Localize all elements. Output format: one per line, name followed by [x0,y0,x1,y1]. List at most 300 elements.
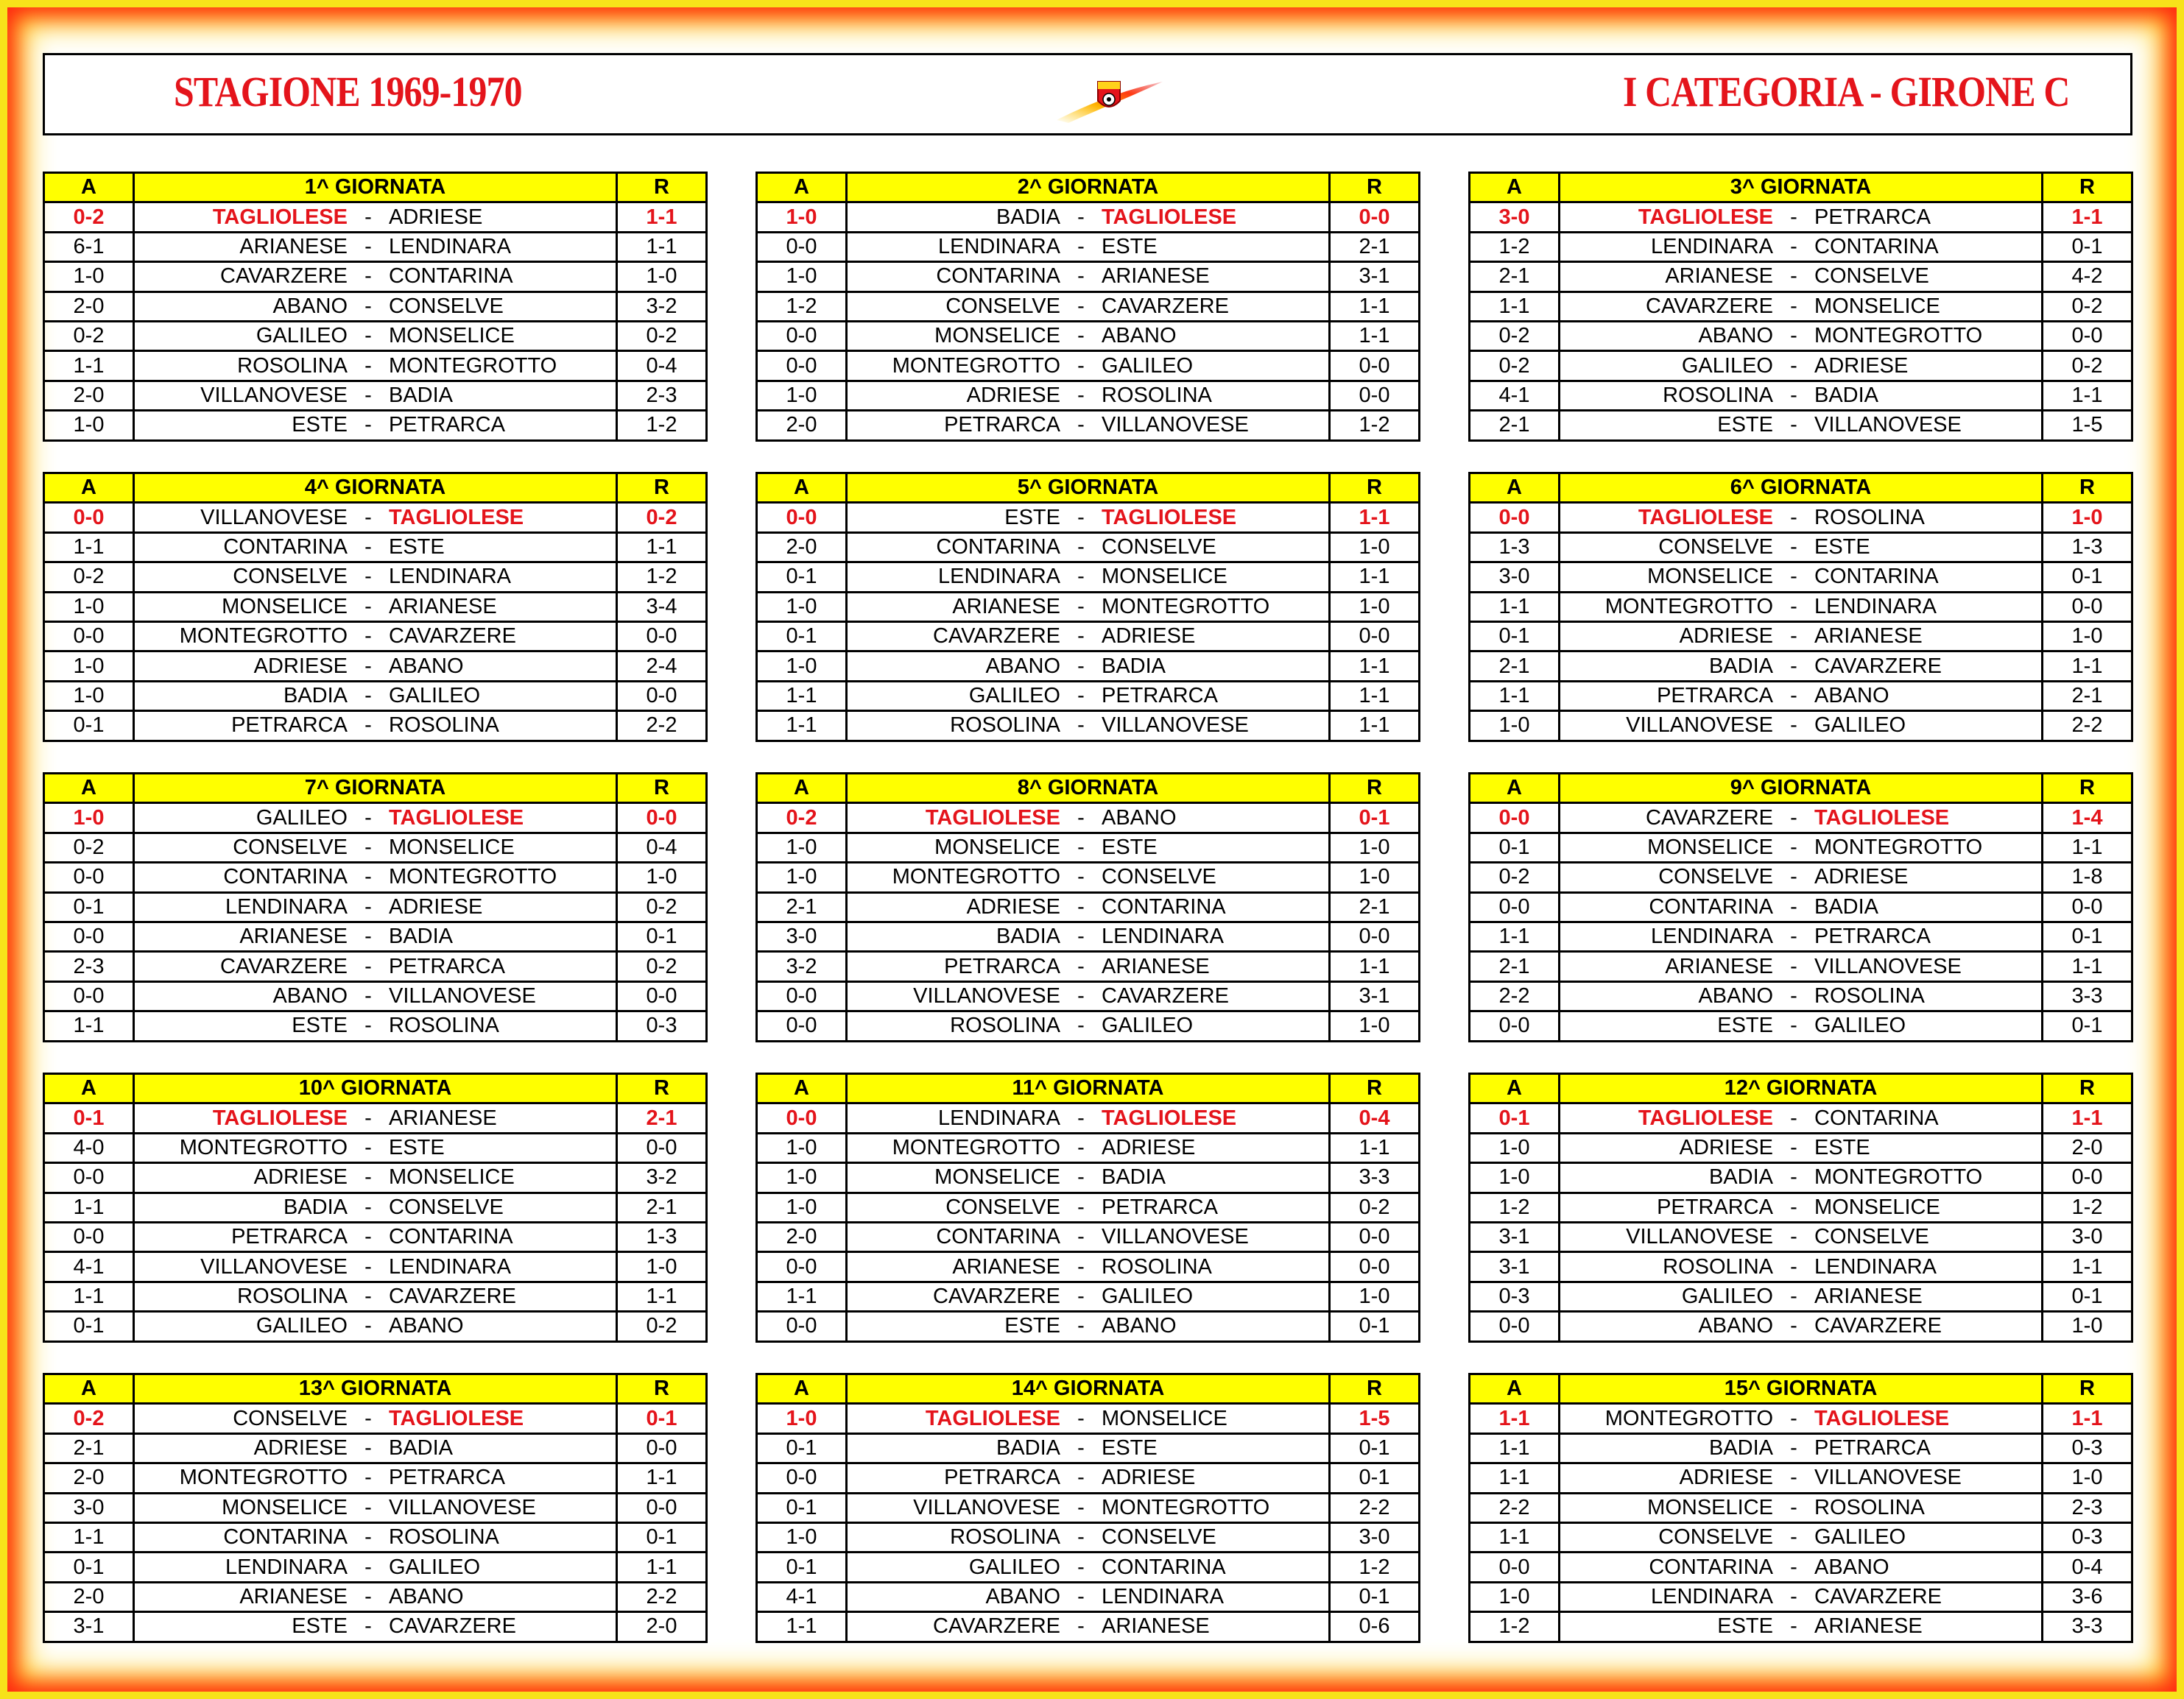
match-row [44,503,707,532]
away-team: CAVARZERE [1814,1584,1942,1608]
away-team: PETRARCA [1814,925,1931,949]
match-cell [847,321,1330,350]
away-team: TAGLIOLESE [1102,205,1237,229]
away-team: PETRARCA [389,1466,505,1490]
home-team: CAVARZERE [933,624,1060,649]
match-row [1470,863,2132,892]
away-team: ARIANESE [1814,1284,1923,1308]
match-cell [847,863,1330,892]
match-teams [135,1315,616,1337]
match-cell [134,621,617,651]
match-teams [848,656,1328,677]
match-separator: - [364,1135,372,1159]
ritorno-score: 1-0 [1330,1282,1420,1311]
match-teams [1560,1226,2041,1248]
ritorno-score: 0-2 [617,503,707,532]
ritorno-score: 3-1 [1330,262,1420,292]
home-team: ADRIESE [253,654,348,678]
home-team: LENDINARA [1651,925,1773,949]
away-team: BADIA [1814,894,1879,919]
match-cell [847,681,1330,710]
away-team: ESTE [389,1135,445,1159]
match-separator: - [1790,1466,1797,1490]
round-title: 11^ GIORNATA [847,1074,1330,1103]
match-cell [1560,952,2043,981]
away-team: ABANO [1102,1314,1177,1338]
andata-header: A [1470,173,1560,202]
away-team: ARIANESE [1102,954,1210,978]
match-cell [847,1404,1330,1433]
home-team: CONSELVE [233,565,348,589]
match-teams [848,596,1328,618]
match-separator: - [1077,234,1085,258]
away-team: MONSELICE [389,835,515,859]
ritorno-score: 3-3 [2043,981,2132,1011]
page-header [43,53,2132,135]
match-row [757,1612,1420,1642]
match-row [757,262,1420,292]
away-team: TAGLIOLESE [389,1406,524,1430]
ritorno-score: 0-0 [617,1433,707,1463]
andata-score: 0-1 [1470,833,1560,862]
match-separator: - [364,1106,372,1130]
match-separator: - [1077,1525,1085,1550]
andata-score: 3-0 [1470,562,1560,592]
match-row [44,863,707,892]
ritorno-score: 0-0 [617,1133,707,1162]
match-row [757,1011,1420,1041]
match-row [44,202,707,232]
match-separator: - [1790,205,1797,229]
away-team: ESTE [1814,534,1870,559]
match-separator: - [1077,1106,1085,1130]
andata-score: 3-0 [757,922,847,951]
away-team: CONTARINA [1814,1106,1939,1130]
match-separator: - [364,1254,372,1279]
match-teams [848,1467,1328,1488]
ritorno-score: 2-2 [617,711,707,741]
match-separator: - [1077,505,1085,529]
away-team: BADIA [389,925,454,949]
match-separator: - [364,894,372,919]
ritorno-score: 2-1 [1330,232,1420,261]
andata-score: 1-0 [44,262,134,292]
ritorno-score: 3-0 [1330,1522,1420,1552]
ritorno-score: 0-1 [1330,803,1420,833]
andata-score: 0-0 [757,503,847,532]
match-separator: - [1790,1406,1797,1430]
match-teams [848,926,1328,947]
match-separator: - [364,234,372,258]
match-separator: - [1790,505,1797,529]
andata-score: 0-1 [1470,621,1560,651]
match-cell [1560,1222,2043,1251]
ritorno-score: 2-1 [1330,892,1420,922]
match-teams [1560,837,2041,858]
ritorno-score: 3-2 [617,292,707,321]
andata-score: 2-1 [44,1433,134,1463]
away-team: ABANO [1102,805,1177,830]
ritorno-score: 1-1 [1330,681,1420,710]
ritorno-score: 3-3 [2043,1612,2132,1642]
ritorno-score: 0-4 [2043,1553,2132,1582]
match-teams [135,566,616,587]
match-separator: - [364,1495,372,1519]
andata-score: 1-2 [1470,1612,1560,1642]
ritorno-score: 0-0 [1330,1222,1420,1251]
home-team: ARIANESE [239,925,348,949]
match-separator: - [364,835,372,859]
home-team: ABANO [985,654,1060,678]
round-table [43,172,708,442]
andata-score: 1-1 [757,681,847,710]
match-cell [1560,321,2043,350]
match-cell [847,1252,1330,1282]
match-separator: - [1790,624,1797,649]
andata-score: 0-1 [44,1553,134,1582]
andata-score: 0-0 [757,321,847,350]
match-teams [135,656,616,677]
ritorno-score: 0-3 [617,1011,707,1041]
away-team: ARIANESE [1814,1614,1923,1639]
ritorno-score: 0-6 [1330,1612,1420,1642]
match-row [44,321,707,350]
match-separator: - [1077,1254,1085,1279]
away-team: GALILEO [1814,1525,1906,1550]
match-cell [134,1282,617,1311]
match-separator: - [1077,565,1085,589]
match-cell [134,321,617,350]
match-separator: - [1077,594,1085,618]
home-team: CONSELVE [945,294,1060,318]
match-cell [847,651,1330,681]
match-cell [1560,262,2043,292]
match-teams [135,1197,616,1218]
ritorno-score: 0-0 [2043,1163,2132,1193]
home-team: ADRIESE [966,894,1060,919]
match-cell [134,592,617,621]
match-cell [134,981,617,1011]
home-team: ABANO [272,983,348,1008]
away-team: CAVARZERE [389,1284,516,1308]
match-row [757,1193,1420,1222]
match-separator: - [1077,1584,1085,1608]
match-cell [134,1522,617,1552]
andata-score: 0-2 [44,562,134,592]
home-team: VILLANOVESE [200,1254,348,1279]
club-logo-icon [1054,68,1164,127]
match-separator: - [364,505,372,529]
match-teams [1560,1167,2041,1188]
andata-score: 1-1 [44,1522,134,1552]
match-row [1470,532,2132,562]
match-separator: - [1790,835,1797,859]
match-cell [134,1133,617,1162]
match-teams [1560,353,2041,378]
match-separator: - [1077,1225,1085,1249]
match-separator: - [364,954,372,978]
match-teams [848,207,1328,228]
home-team: CAVARZERE [1646,294,1773,318]
andata-score: 1-0 [757,1163,847,1193]
match-cell [847,262,1330,292]
ritorno-score: 1-0 [2043,1312,2132,1341]
round-title: 4^ GIORNATA [134,473,617,503]
match-cell [847,1312,1330,1341]
home-team: LENDINARA [938,1106,1060,1130]
andata-score: 1-0 [44,803,134,833]
andata-score: 1-0 [757,833,847,862]
match-separator: - [364,1525,372,1550]
ritorno-score: 1-1 [2043,202,2132,232]
match-teams [1560,1586,2041,1608]
match-teams [848,566,1328,587]
andata-score: 0-0 [44,503,134,532]
away-team: CONSELVE [1102,534,1216,559]
ritorno-score: 3-2 [617,1163,707,1193]
match-cell [134,202,617,232]
round-table [1468,1073,2133,1343]
match-row [1470,202,2132,232]
andata-score: 3-2 [757,952,847,981]
match-separator: - [1077,1466,1085,1490]
andata-score: 0-2 [44,833,134,862]
ritorno-score: 1-1 [617,1282,707,1311]
match-row [44,592,707,621]
match-separator: - [1790,865,1797,889]
andata-header: A [757,1374,847,1404]
andata-score: 0-3 [1470,1282,1560,1311]
home-team: MONSELICE [934,324,1060,348]
match-teams [1560,1315,2041,1337]
match-row [1470,321,2132,350]
match-separator: - [364,594,372,618]
away-team: VILLANOVESE [1102,713,1249,738]
home-team: PETRARCA [1657,683,1773,707]
home-team: ROSOLINA [950,1525,1060,1550]
home-team: GALILEO [256,324,348,348]
ritorno-score: 0-0 [617,803,707,833]
match-teams [1560,1408,2041,1430]
match-teams [1560,1108,2041,1129]
match-cell [1560,803,2043,833]
andata-score: 0-1 [757,1433,847,1463]
away-team: CONTARINA [1102,894,1226,919]
away-team: CONSELVE [1814,1225,1929,1249]
match-cell [134,651,617,681]
match-cell [134,532,617,562]
match-row [1470,833,2132,862]
andata-score: 0-0 [1470,503,1560,532]
match-separator: - [1790,234,1797,258]
away-team: CONTARINA [1814,234,1939,258]
andata-score: 0-2 [1470,863,1560,892]
match-cell [1560,1404,2043,1433]
match-teams [135,1467,616,1488]
ritorno-score: 0-0 [1330,922,1420,951]
andata-score: 1-0 [757,262,847,292]
match-separator: - [1077,805,1085,830]
home-team: CONTARINA [936,264,1060,289]
match-separator: - [364,983,372,1008]
home-team: TAGLIOLESE [925,805,1060,830]
away-team: MONTEGROTTO [389,353,557,378]
match-row [757,1522,1420,1552]
away-team: ROSOLINA [1102,1254,1212,1279]
match-teams [135,296,616,317]
andata-score: 0-1 [44,711,134,741]
home-team: CONSELVE [233,835,348,859]
ritorno-score: 1-1 [1330,562,1420,592]
away-team: VILLANOVESE [389,983,536,1008]
ritorno-score: 1-0 [1330,532,1420,562]
ritorno-score: 1-0 [617,1252,707,1282]
match-teams [1560,414,2041,436]
home-team: PETRARCA [944,413,1060,437]
andata-header: A [757,1074,847,1103]
match-separator: - [1790,1284,1797,1308]
round-table [755,472,1420,742]
round-table [755,1373,1420,1643]
match-row [757,1433,1420,1463]
home-team: ADRIESE [1679,1135,1773,1159]
match-cell [1560,292,2043,321]
home-team: BADIA [1708,654,1773,678]
match-teams [848,385,1328,406]
round-title: 3^ GIORNATA [1560,173,2043,202]
match-separator: - [364,264,372,289]
match-cell [1560,562,2043,592]
away-team: PETRARCA [1814,205,1931,229]
home-team: ARIANESE [239,1584,348,1608]
match-cell [134,1312,617,1341]
match-teams [848,1557,1328,1578]
home-team: CAVARZERE [1646,805,1773,830]
home-team: BADIA [1708,1165,1773,1190]
round-table [43,772,708,1042]
ritorno-score: 0-2 [2043,351,2132,381]
match-row [44,892,707,922]
home-team: CONSELVE [1658,865,1773,889]
ritorno-score: 2-2 [1330,1493,1420,1522]
away-team: LENDINARA [1102,1584,1224,1608]
match-teams [1560,236,2041,258]
match-teams [135,266,616,287]
ritorno-score: 0-0 [1330,1252,1420,1282]
match-cell [847,621,1330,651]
match-cell [134,1193,617,1222]
away-team: PETRARCA [1814,1435,1931,1460]
match-cell [134,503,617,532]
match-row [1470,1433,2132,1463]
match-cell [134,1011,617,1041]
ritorno-header: R [2043,473,2132,503]
match-teams [1560,1435,2041,1460]
match-teams [848,1315,1328,1337]
ritorno-score: 1-1 [617,1463,707,1493]
ritorno-score: 2-0 [2043,1133,2132,1162]
match-row [44,562,707,592]
match-separator: - [1790,1106,1797,1130]
match-row [757,321,1420,350]
match-separator: - [1790,1014,1797,1038]
match-separator: - [1790,1525,1797,1550]
andata-score: 1-1 [1470,1404,1560,1433]
match-cell [847,803,1330,833]
match-separator: - [1790,1614,1797,1639]
home-team: CONSELVE [945,1195,1060,1219]
home-team: ARIANESE [1665,954,1773,978]
andata-score: 1-1 [757,1282,847,1311]
match-row [44,621,707,651]
andata-score: 2-2 [1470,1493,1560,1522]
andata-score: 0-1 [44,1312,134,1341]
match-teams [848,1497,1328,1519]
match-teams [848,1616,1328,1637]
match-row [1470,952,2132,981]
match-teams [135,866,616,888]
home-team: TAGLIOLESE [1638,1106,1773,1130]
match-separator: - [1077,353,1085,378]
ritorno-score: 0-0 [617,681,707,710]
match-teams [135,507,616,529]
match-cell [1560,1493,2043,1522]
home-team: MONSELICE [934,835,1060,859]
match-cell [1560,711,2043,741]
match-separator: - [1077,383,1085,407]
match-teams [135,1108,616,1129]
match-row [757,592,1420,621]
andata-score: 1-0 [757,1133,847,1162]
match-cell [1560,411,2043,440]
round-table [43,1373,708,1643]
ritorno-score: 1-8 [2043,863,2132,892]
ritorno-score: 1-1 [2043,651,2132,681]
away-team: ADRIESE [1814,865,1909,889]
match-separator: - [1077,1165,1085,1190]
match-cell [847,1282,1330,1311]
match-row [44,292,707,321]
match-row [1470,1463,2132,1493]
ritorno-score: 1-2 [2043,1193,2132,1222]
andata-score: 1-2 [757,292,847,321]
match-separator: - [364,324,372,348]
away-team: MONSELICE [1814,1195,1940,1219]
ritorno-score: 1-0 [2043,503,2132,532]
round-title: 12^ GIORNATA [1560,1074,2043,1103]
away-team: ADRIESE [389,894,483,919]
match-cell [134,562,617,592]
match-row [757,1553,1420,1582]
match-teams [1560,596,2041,618]
match-teams [1560,983,2041,1008]
ritorno-score: 0-2 [617,321,707,350]
andata-header: A [1470,774,1560,803]
home-team: GALILEO [968,1555,1060,1579]
andata-score: 1-0 [44,651,134,681]
ritorno-score: 2-2 [617,1582,707,1611]
home-team: CONSELVE [1658,534,1773,559]
away-team: PETRARCA [1102,1195,1218,1219]
match-separator: - [1077,1406,1085,1430]
ritorno-score: 3-6 [2043,1582,2132,1611]
match-row [757,1404,1420,1433]
ritorno-score: 3-3 [1330,1163,1420,1193]
match-row [44,1103,707,1133]
round-title: 9^ GIORNATA [1560,774,2043,803]
ritorno-score: 1-0 [617,262,707,292]
match-separator: - [1077,983,1085,1008]
